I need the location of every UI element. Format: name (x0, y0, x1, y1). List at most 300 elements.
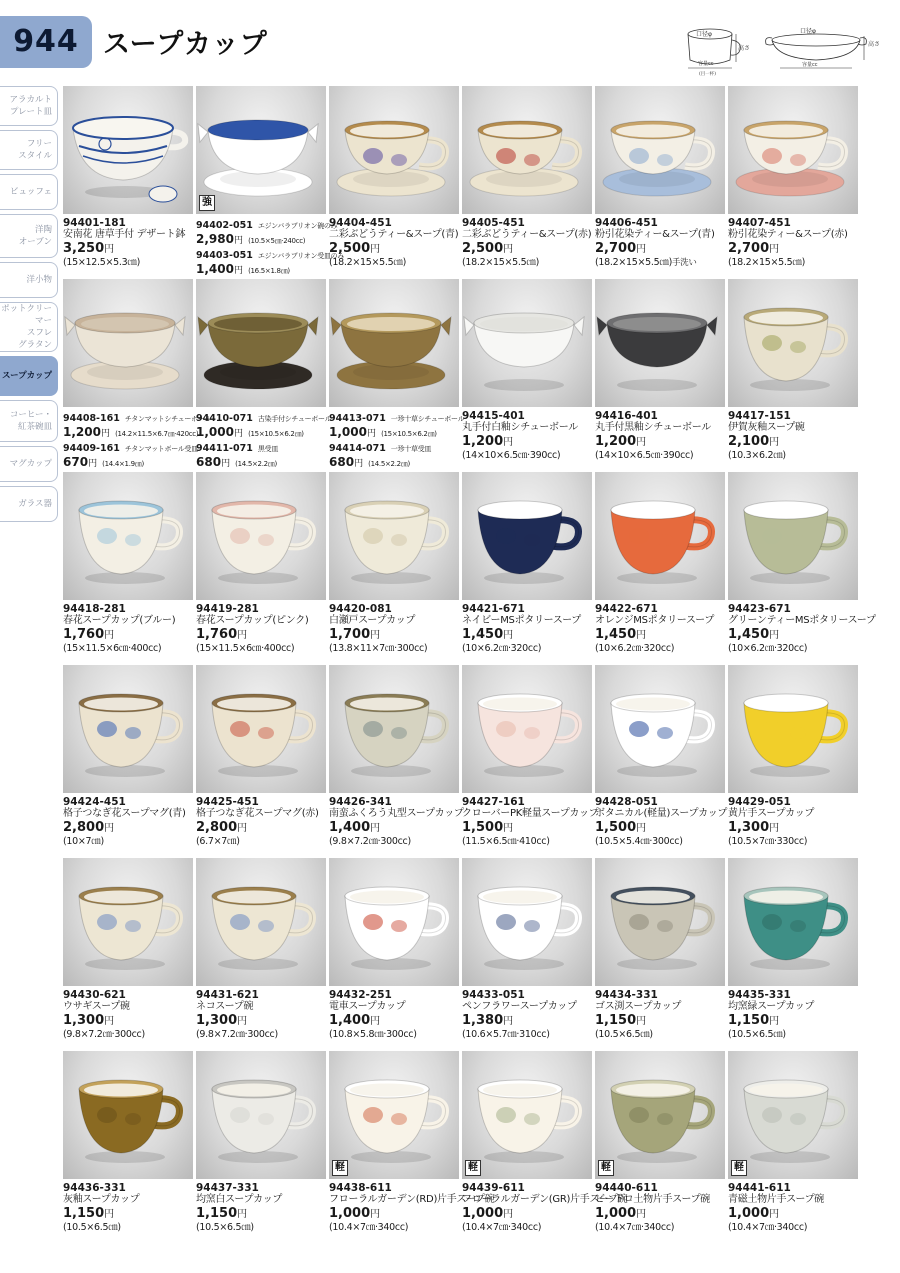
product-card[interactable] (63, 858, 193, 1048)
product-name: 灰釉スープカップ (63, 1194, 140, 1205)
product-card[interactable] (728, 1051, 858, 1241)
product-code: 94428-051 (595, 796, 658, 808)
yen-unit: 円 (237, 1209, 248, 1220)
product-photo (63, 858, 193, 986)
product-info (196, 603, 330, 655)
product-card[interactable] (728, 86, 858, 276)
product-tag-badge: 強 (199, 195, 215, 211)
bowl-diameter-label: 口径φ (800, 28, 816, 35)
product-spec-row (462, 1222, 596, 1234)
product-card[interactable] (329, 858, 459, 1048)
product-code: 94430-621 (63, 989, 126, 1001)
product-photo (196, 858, 326, 986)
product-name: 春花スープカップ(ブルー) (63, 615, 176, 626)
product-card[interactable] (63, 86, 193, 276)
cup-illustration (728, 279, 858, 407)
product-code: 94421-671 (462, 603, 525, 615)
product-spec-row (595, 836, 729, 848)
product-note: 手洗い (671, 258, 697, 268)
product-price-row (63, 627, 197, 643)
product-info (63, 217, 197, 269)
product-price: 3,250 (63, 241, 105, 256)
product-name: 丸手付白釉シチューボール (462, 422, 578, 433)
cup-illustration (329, 86, 459, 214)
product-price: 1,150 (196, 1206, 238, 1221)
product-code: 94407-451 (728, 217, 791, 229)
product-spec: (10.5×6.5㎝) (728, 1029, 786, 1040)
sidebar-tab-label: スープカップ (2, 371, 52, 381)
product-price-row (329, 820, 463, 836)
product-price-row (63, 1206, 197, 1222)
product-name: 黄片手スープカップ (728, 808, 815, 819)
cup-illustration (462, 858, 592, 986)
product-price: 1,000 (196, 425, 234, 439)
yen-unit: 円 (104, 823, 115, 834)
cup-illustration (462, 1051, 592, 1179)
product-card[interactable] (329, 279, 465, 469)
product-card[interactable] (196, 1051, 326, 1241)
product-price: 1,300 (63, 1013, 105, 1028)
product-photo (196, 1051, 326, 1179)
product-spec: (15×12.5×5.3㎝) (63, 257, 140, 268)
sidebar-tab[interactable] (0, 86, 58, 126)
product-code: 94414-071 (329, 443, 386, 454)
product-price-row (728, 820, 862, 836)
product-price-row (595, 1013, 729, 1029)
product-name: ビードロ土物片手スープ碗 (595, 1194, 710, 1205)
sidebar-tab[interactable] (0, 302, 58, 352)
product-spec-row (462, 450, 596, 462)
sidebar-tab-label: 洋陶 オーブン (18, 225, 52, 247)
yen-unit: 円 (104, 630, 115, 641)
yen-unit: 円 (503, 1016, 514, 1027)
yen-unit: 円 (503, 630, 514, 641)
product-price: 1,760 (196, 627, 238, 642)
product-spec: (10.5×7㎝·330cc) (728, 836, 808, 847)
sidebar-tab-label: 洋小物 (26, 275, 52, 285)
product-photo (728, 665, 858, 793)
bowl-capacity-label: 容量cc (802, 62, 818, 68)
product-spec: (15×11.5×6㎝·400cc) (63, 643, 162, 654)
yen-unit: 円 (237, 823, 248, 834)
product-sub-row (196, 247, 345, 262)
product-name: グリーンティーMSポタリースープ (728, 615, 876, 626)
product-card[interactable] (329, 472, 459, 662)
page-number-badge: 944 (0, 16, 92, 68)
cup-handle-label: (目一杯) (699, 72, 717, 77)
product-card[interactable] (196, 665, 326, 855)
product-name: エジンバラブリオン碗のみ (257, 222, 338, 230)
product-spec: (14×10×6.5㎝·390cc) (462, 450, 561, 461)
product-price-row (63, 241, 197, 257)
product-spec: (18.2×15×5.5㎝) (595, 257, 672, 268)
product-spec-row (329, 1029, 463, 1041)
product-name: 二彩ぶどうティー&スープ(赤) (462, 229, 592, 240)
product-name: フローラルガーデン(GR)片手スープ碗 (462, 1194, 628, 1205)
cup-illustration (595, 279, 725, 407)
product-sub-row (63, 410, 212, 425)
product-spec-row (63, 643, 197, 655)
product-spec-row (728, 1222, 862, 1234)
product-spec-row (63, 1222, 197, 1234)
product-info (595, 603, 729, 655)
product-info (728, 217, 862, 269)
product-card[interactable] (595, 665, 728, 855)
product-price-row (329, 241, 463, 257)
product-info (329, 410, 463, 470)
product-price: 1,200 (63, 425, 101, 439)
product-code: 94441-611 (728, 1182, 791, 1194)
cup-illustration (63, 279, 193, 407)
product-photo (196, 279, 326, 407)
product-price: 1,450 (595, 627, 637, 642)
product-card[interactable] (462, 86, 592, 276)
product-spec-row (728, 257, 862, 269)
product-price: 1,400 (196, 262, 234, 276)
cup-illustration (728, 86, 858, 214)
product-sub-row (63, 440, 197, 455)
cup-illustration (728, 665, 858, 793)
product-card[interactable] (462, 665, 599, 855)
product-card[interactable] (462, 472, 592, 662)
product-card[interactable] (728, 858, 858, 1048)
product-price-row (462, 434, 596, 450)
product-price-row (462, 1013, 596, 1029)
product-code: 94403-051 (196, 250, 253, 261)
product-code: 94410-071 (196, 413, 253, 424)
sidebar-tab[interactable] (0, 356, 58, 396)
product-info (728, 989, 862, 1041)
product-price: 1,450 (728, 627, 770, 642)
product-price-row (595, 241, 729, 257)
product-card[interactable] (63, 472, 193, 662)
product-price-row (728, 627, 862, 643)
product-spec: (10.8×5.8㎝·300cc) (329, 1029, 417, 1040)
product-price-row (462, 820, 596, 836)
yen-unit: 円 (636, 244, 647, 255)
product-price-row (728, 1013, 862, 1029)
cup-illustration (329, 472, 459, 600)
product-price: 1,000 (728, 1206, 770, 1221)
product-photo (728, 472, 858, 600)
product-name: エジンバラブリオン受皿のみ (257, 252, 345, 260)
product-price: 1,500 (595, 820, 637, 835)
product-info (196, 217, 345, 277)
cup-illustration (595, 1051, 725, 1179)
product-card[interactable] (595, 279, 725, 469)
product-photo (462, 279, 592, 407)
product-spec-row (329, 836, 463, 848)
product-name: 伊賀灰釉スープ碗 (728, 422, 805, 433)
product-spec: (10.4×7㎝·340cc) (595, 1222, 675, 1233)
yen-unit: 円 (104, 244, 115, 255)
product-info (196, 989, 330, 1041)
cup-illustration (196, 472, 326, 600)
measurement-diagram (676, 24, 886, 78)
product-card[interactable] (196, 858, 326, 1048)
product-card[interactable] (196, 472, 326, 662)
product-info (728, 1182, 862, 1234)
product-spec: (6.7×7㎝) (196, 836, 240, 847)
product-code: 94415-401 (462, 410, 525, 422)
product-spec-row (329, 257, 463, 269)
sidebar-tab[interactable] (0, 400, 58, 442)
yen-unit: 円 (233, 236, 243, 246)
product-sub-row (196, 410, 330, 425)
product-price: 1,000 (329, 1206, 371, 1221)
sidebar-tab[interactable] (0, 174, 58, 210)
product-spec-row (196, 643, 330, 655)
product-spec: (10.3×6.2㎝) (728, 450, 786, 461)
cup-diameter-label: 口径φ (696, 31, 712, 38)
product-price-row (329, 1206, 463, 1222)
product-spec: (14.5×2.2㎝) (235, 460, 277, 468)
product-spec: (10.5×5㎝·240cc) (248, 237, 306, 245)
product-price-row (728, 1206, 862, 1222)
cup-illustration (196, 279, 326, 407)
product-name: チタンマットボール受皿 (124, 445, 198, 453)
product-spec-row (595, 450, 729, 462)
product-spec-row (329, 643, 463, 655)
product-photo (595, 858, 725, 986)
cup-illustration (329, 279, 459, 407)
product-spec: (16.5×1.8㎝) (248, 267, 290, 275)
product-price: 2,500 (462, 241, 504, 256)
yen-unit: 円 (237, 630, 248, 641)
product-spec: (10.4×7㎝·340cc) (728, 1222, 808, 1233)
product-card[interactable] (595, 1051, 725, 1241)
product-price: 680 (196, 455, 222, 469)
product-photo (462, 665, 592, 793)
product-card[interactable] (63, 1051, 193, 1241)
product-price-row (462, 627, 596, 643)
product-photo (329, 279, 459, 407)
product-card[interactable] (196, 279, 332, 469)
product-card[interactable] (462, 279, 592, 469)
product-price: 1,000 (595, 1206, 637, 1221)
yen-unit: 円 (370, 630, 381, 641)
product-sub-row (196, 440, 330, 455)
product-spec: (9.8×7.2㎝·300cc) (329, 836, 411, 847)
product-spec: (10.5×5.4㎝·300cc) (595, 836, 683, 847)
sidebar-tab[interactable] (0, 486, 58, 522)
cup-illustration (462, 86, 592, 214)
cup-height-label: 高さ (738, 45, 751, 52)
product-code: 94436-331 (63, 1182, 126, 1194)
product-photo (63, 472, 193, 600)
sidebar-tab[interactable] (0, 214, 58, 258)
product-spec: (13.8×11×7㎝·300cc) (329, 643, 428, 654)
product-code: 94406-451 (595, 217, 658, 229)
cup-illustration (196, 665, 326, 793)
product-card[interactable] (595, 858, 725, 1048)
cup-illustration (63, 472, 193, 600)
product-price: 2,980 (196, 232, 234, 246)
product-code: 94405-451 (462, 217, 525, 229)
product-card[interactable] (196, 86, 345, 276)
product-photo (196, 665, 326, 793)
product-code: 94420-081 (329, 603, 392, 615)
yen-unit: 円 (100, 429, 110, 439)
product-card[interactable] (728, 472, 876, 662)
cup-illustration (63, 858, 193, 986)
product-info (462, 410, 596, 462)
product-price-row (196, 820, 330, 836)
product-tag-badge: 軽 (332, 1160, 348, 1176)
product-info (728, 603, 876, 655)
product-spec: (14.5×2.2㎝) (368, 460, 410, 468)
product-spec-row (63, 257, 197, 269)
product-card[interactable] (63, 665, 193, 855)
yen-unit: 円 (769, 630, 780, 641)
product-photo (595, 1051, 725, 1179)
yen-unit: 円 (636, 1209, 647, 1220)
yen-unit: 円 (769, 1209, 780, 1220)
product-spec-row (595, 643, 729, 655)
product-price: 1,150 (595, 1013, 637, 1028)
product-price: 2,700 (728, 241, 770, 256)
product-code: 94427-161 (462, 796, 525, 808)
product-spec: (10.4×7㎝·340cc) (329, 1222, 409, 1233)
product-name: ゴス渕スープカップ (595, 1001, 682, 1012)
product-spec: (10.5×6.5㎝) (63, 1222, 121, 1233)
yen-unit: 円 (503, 1209, 514, 1220)
yen-unit: 円 (769, 1016, 780, 1027)
product-spec-row (462, 836, 596, 848)
product-spec-row (196, 836, 330, 848)
product-photo (63, 1051, 193, 1179)
product-spec-row (462, 1029, 596, 1041)
product-tag-badge: 軽 (598, 1160, 614, 1176)
product-card[interactable] (329, 665, 464, 855)
product-price: 2,800 (196, 820, 238, 835)
product-code: 94401-181 (63, 217, 126, 229)
cup-illustration (595, 86, 725, 214)
product-info (595, 796, 729, 848)
product-name: 古染手付シチューボール (257, 415, 332, 423)
product-name: ウサギスープ碗 (63, 1001, 130, 1012)
product-photo (329, 472, 459, 600)
yen-unit: 円 (769, 437, 780, 448)
product-name: チタンマットシチューボール (124, 415, 212, 423)
product-spec-row (462, 643, 596, 655)
product-spec: (15×10.5×6.2㎝) (381, 430, 437, 438)
product-card[interactable] (462, 858, 592, 1048)
product-price: 680 (329, 455, 355, 469)
cup-illustration (595, 665, 725, 793)
product-code: 94433-051 (462, 989, 525, 1001)
product-price: 1,760 (63, 627, 105, 642)
product-info (595, 1182, 729, 1234)
product-code: 94435-331 (728, 989, 791, 1001)
product-price-row (728, 241, 862, 257)
cup-illustration (595, 472, 725, 600)
sidebar-tab-label: フリー スタイル (18, 139, 52, 161)
yen-unit: 円 (221, 459, 231, 469)
product-code: 94419-281 (196, 603, 259, 615)
product-photo (462, 858, 592, 986)
product-photo (196, 86, 326, 214)
product-price: 2,800 (63, 820, 105, 835)
product-name: 粉引花染ティー&スープ(赤) (728, 229, 848, 240)
product-info (329, 796, 463, 848)
yen-unit: 円 (636, 437, 647, 448)
product-name: 均窯緑スープカップ (728, 1001, 815, 1012)
product-spec-row (63, 836, 197, 848)
product-photo (329, 665, 459, 793)
product-price-row (63, 1013, 197, 1029)
sidebar-tab[interactable] (0, 130, 58, 170)
yen-unit: 円 (503, 244, 514, 255)
product-code: 94437-331 (196, 1182, 259, 1194)
yen-unit: 円 (354, 459, 364, 469)
yen-unit: 円 (370, 244, 381, 255)
product-code: 94411-071 (196, 443, 253, 454)
product-price: 1,000 (329, 425, 367, 439)
product-name: 均窯白スープカップ (196, 1194, 283, 1205)
product-spec-row (728, 450, 862, 462)
sidebar-tab-label: ガラス器 (18, 499, 52, 509)
product-photo (462, 472, 592, 600)
yen-unit: 円 (636, 1016, 647, 1027)
product-spec: (10×6.2㎝·320cc) (728, 643, 808, 654)
product-name: 青磁土物片手スープ碗 (728, 1194, 824, 1205)
product-info (329, 217, 463, 269)
product-name: 電車スープカップ (329, 1001, 406, 1012)
product-price-row (329, 455, 463, 470)
product-price: 2,100 (728, 434, 770, 449)
product-photo (595, 472, 725, 600)
product-code: 94422-671 (595, 603, 658, 615)
yen-unit: 円 (636, 630, 647, 641)
yen-unit: 円 (104, 1209, 115, 1220)
product-price-row (196, 627, 330, 643)
sidebar-tab-label: マグカップ (9, 459, 52, 469)
cup-illustration (728, 472, 858, 600)
product-code: 94425-451 (196, 796, 259, 808)
yen-unit: 円 (104, 1016, 115, 1027)
product-name: 白瀬戸スープカップ (329, 615, 416, 626)
product-price-row (595, 820, 729, 836)
product-info (595, 410, 729, 462)
product-spec: (14.2×11.5×6.7㎝·420cc) (115, 430, 199, 438)
product-code: 94438-611 (329, 1182, 392, 1194)
sidebar-tab[interactable] (0, 446, 58, 482)
product-price: 1,500 (462, 820, 504, 835)
product-card[interactable] (329, 86, 459, 276)
sidebar-tab-label: ポットクリーマー スフレ グラタン (1, 304, 52, 350)
product-info (63, 796, 197, 848)
product-price-row (595, 1206, 729, 1222)
product-price-row (595, 627, 729, 643)
cup-illustration (196, 858, 326, 986)
product-card[interactable] (595, 86, 725, 276)
product-spec-row (595, 257, 729, 269)
sidebar-tab[interactable] (0, 262, 58, 298)
product-photo (595, 665, 725, 793)
product-code: 94413-071 (329, 413, 386, 424)
product-price-row (196, 425, 330, 440)
product-spec: (10×6.2㎝·320cc) (462, 643, 542, 654)
product-card[interactable] (728, 665, 858, 855)
product-spec-row (462, 257, 596, 269)
product-info (462, 603, 596, 655)
product-card[interactable] (595, 472, 725, 662)
product-card[interactable] (728, 279, 858, 469)
product-price: 1,400 (329, 1013, 371, 1028)
product-price: 1,300 (196, 1013, 238, 1028)
product-name: 一珍十草受皿 (390, 445, 432, 453)
